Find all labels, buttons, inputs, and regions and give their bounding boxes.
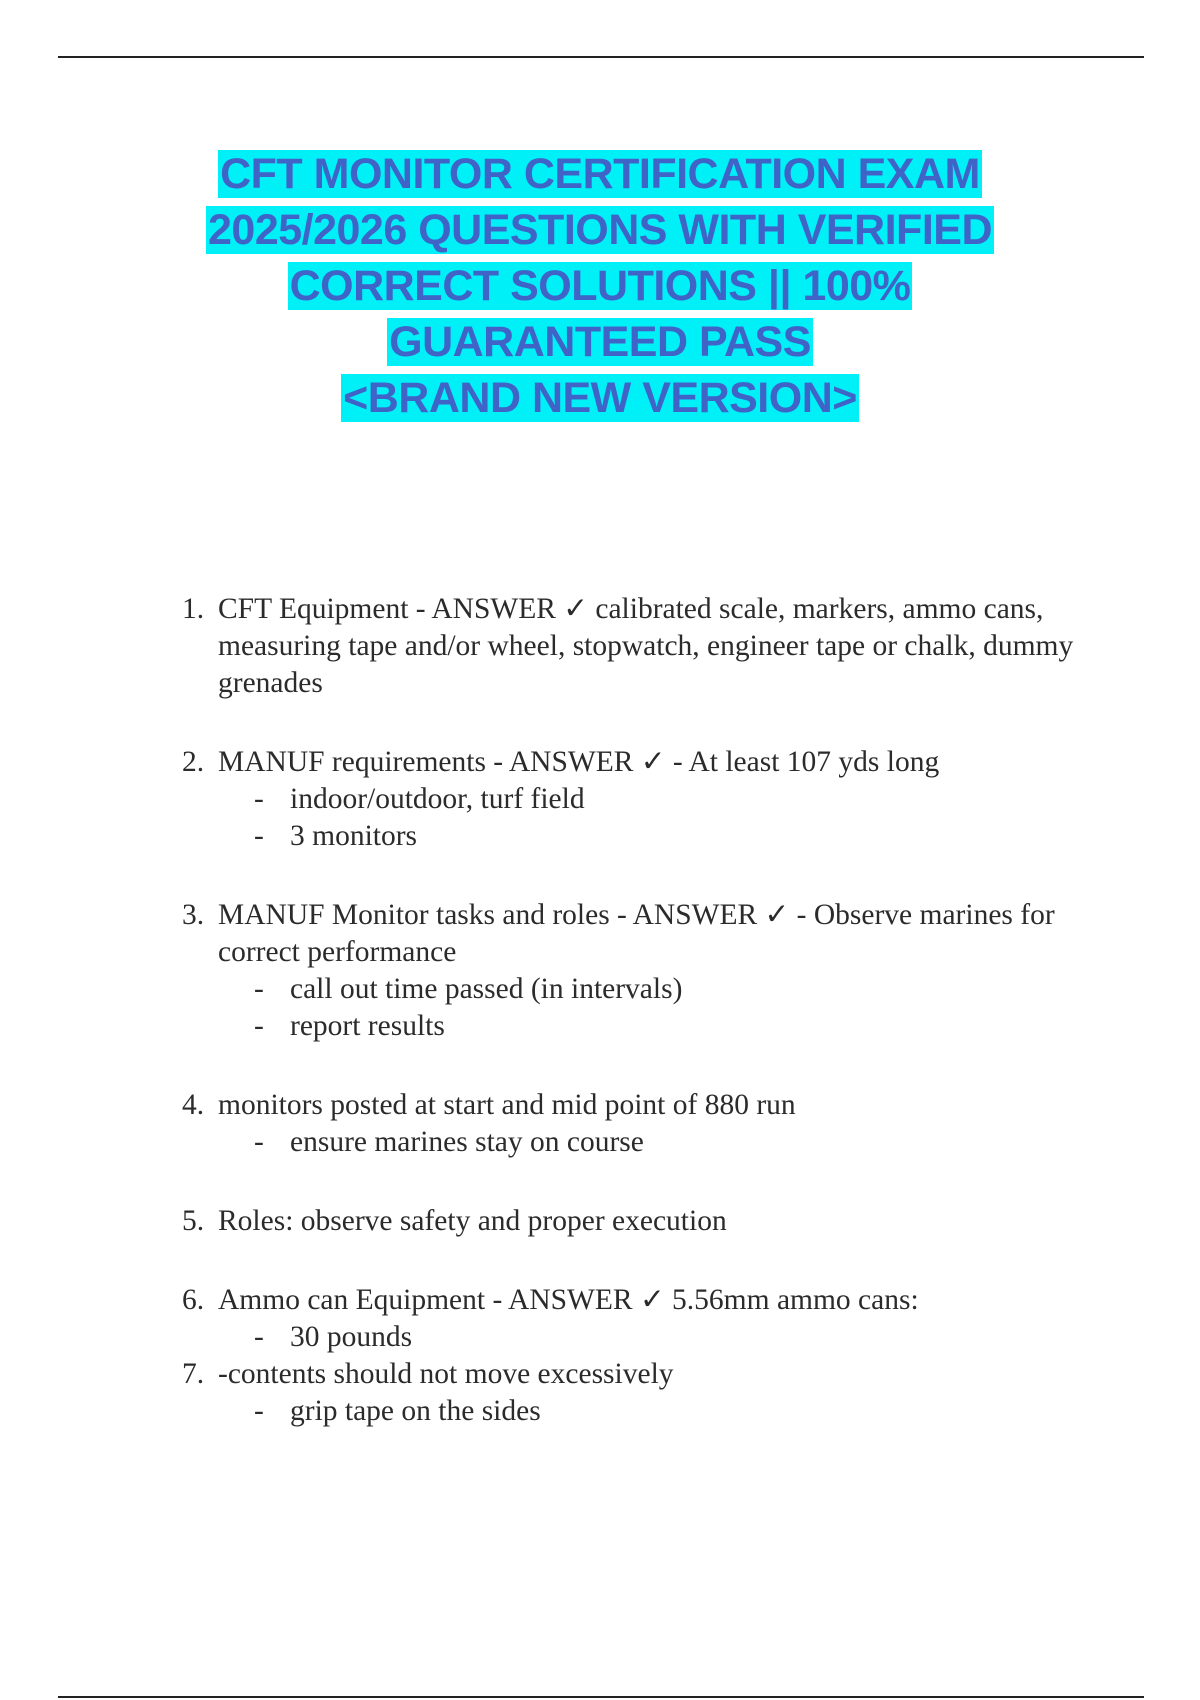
dash-marker: - [254,820,264,852]
sub-list [218,1319,1100,1356]
question-text: CFT Equipment - ANSWER ✓ calibrated scale, markers, ammo cans, measuring tape and/or wheel, stopwatch, engineer tape or chalk, dummy grenades [218,593,1074,699]
dash-marker: - [254,1321,264,1353]
sub-item: - 3 monitors [218,818,1100,855]
question-number: 7. [182,1358,205,1390]
question-number: 3. [182,899,205,931]
sub-list [218,1124,1100,1161]
sub-item: - ensure marines stay on course [218,1124,1100,1161]
question-item [0,591,1200,702]
bottom-rule [58,1696,1144,1698]
question-text: Ammo can Equipment - ANSWER ✓ 5.56mm ammo cans: [218,1284,919,1316]
title-line: CFT MONITOR CERTIFICATION EXAM [220,150,980,198]
question-number: 1. [182,593,205,625]
dash-marker: - [254,973,264,1005]
sub-item: - report results [218,1008,1100,1045]
question-item [0,1282,1200,1356]
question-item [0,1356,1200,1430]
dash-marker: - [254,783,264,815]
question-text: -contents should not move excessively [218,1358,674,1390]
question-text: MANUF requirements - ANSWER ✓ - At least 107 yds long [218,746,940,778]
question-text: monitors posted at start and mid point of 880 run [218,1089,796,1121]
title-line: CORRECT SOLUTIONS || 100% [289,262,911,310]
question-item [0,1203,1200,1240]
sub-item: - call out time passed (in intervals) [218,971,1100,1008]
document-title [100,146,1100,426]
sub-list [218,1393,1100,1430]
question-number: 5. [182,1205,205,1237]
question-list [0,591,1200,1472]
title-line: GUARANTEED PASS [389,318,811,366]
dash-marker: - [254,1126,264,1158]
sub-item: - 30 pounds [218,1319,1100,1356]
sub-item: - indoor/outdoor, turf field [218,781,1100,818]
question-item [0,744,1200,855]
sub-item: - grip tape on the sides [218,1393,1100,1430]
sub-list [218,781,1100,855]
title-line: 2025/2026 QUESTIONS WITH VERIFIED [207,206,993,254]
top-rule [58,56,1144,58]
question-text: MANUF Monitor tasks and roles - ANSWER ✓ - Observe marines for correct performance [218,899,1055,968]
question-number: 4. [182,1089,205,1121]
question-text: Roles: observe safety and proper execution [218,1205,727,1237]
question-number: 2. [182,746,205,778]
dash-marker: - [254,1395,264,1427]
question-number: 6. [182,1284,205,1316]
question-item [0,1087,1200,1161]
title-line: <BRAND NEW VERSION> [343,374,857,422]
sub-list [218,971,1100,1045]
dash-marker: - [254,1010,264,1042]
question-item [0,897,1200,1045]
